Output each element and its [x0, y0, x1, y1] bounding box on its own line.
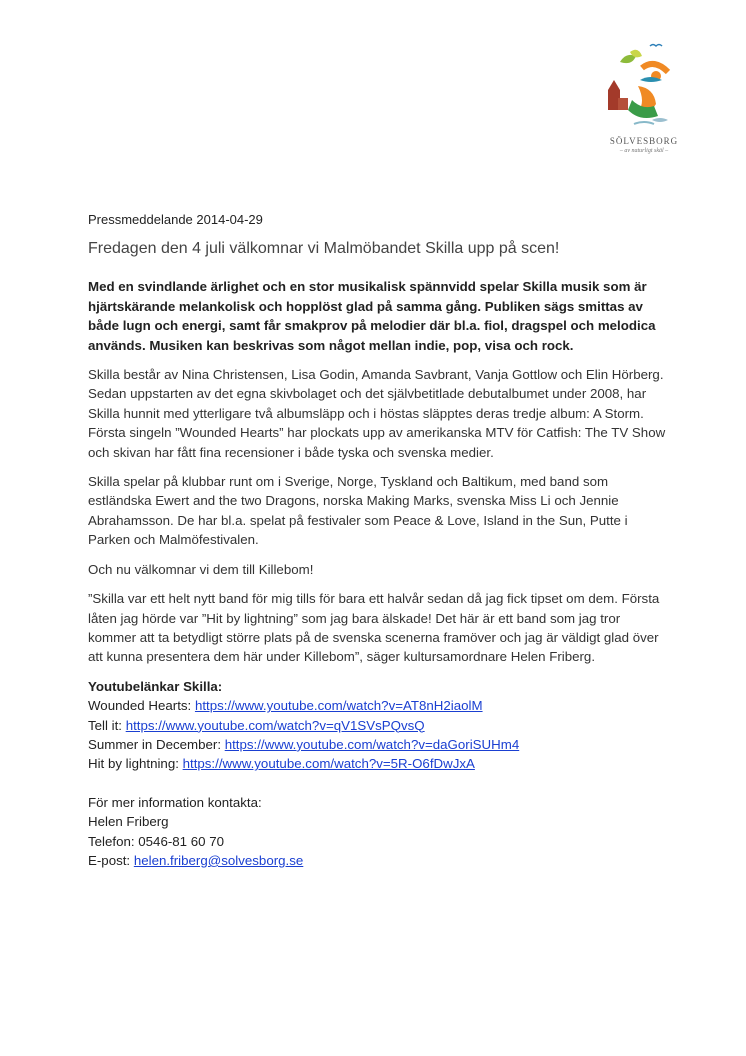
press-release [88, 210, 668, 870]
contact-name: Helen Friberg [88, 814, 169, 830]
press-date: Pressmeddelande 2014-04-29 [88, 212, 263, 227]
contact-email-link[interactable]: helen.friberg@solvesborg.se [133, 852, 304, 868]
contact-section [88, 793, 668, 871]
lead-paragraph: Med en svindlande ärlighet och en stor musikalisk spännvidd spelar Skilla musik som är hjärtskärande melankolisk och hopplöst glad på samma gång. Publiken sägs smittas av både lugn och energi, samt får smakprov på melodier där bl.a. fiol, dragspel och melodica används. Musiken kan beskrivas som något mellan indie, pop, visa och rock. [88, 279, 656, 353]
body-paragraph-touring: Skilla spelar på klubbar runt om i Sverige, Norge, Tyskland och Baltikum, med band som estländska Ewert and the two Dragons, norska Making Marks, svenska Miss Li och Jennie Abrahamsson. De har bl.a. spelat på festivaler som Peace & Love, Island in the Sun, Putte i Parken och Malmöfestivalen. [88, 474, 628, 548]
link-label: Wounded Hearts: [88, 698, 195, 714]
link-label: Tell it: [88, 717, 126, 733]
link-row-tell-it [88, 716, 668, 735]
body-paragraph-members: Skilla består av Nina Christensen, Lisa Godin, Amanda Savbrant, Vanja Gottlow och Elin Hörberg. Sedan uppstarten av det egna skivbolaget och det självbetitlade debutalbumet under 2008, har Skilla hunnit med ytterligare två albumsläpp och i höstas släpptes deras tredje album: A Storm. Första singeln ”Wounded Hearts” har plockats upp av amerikanska MTV för Catfish: The TV Show och skivan har fått fina recensioner i både tyska och svenska medier. [88, 367, 666, 460]
body-paragraph-welcome: Och nu välkomnar vi dem till Killebom! [88, 561, 314, 577]
link-row-wounded-hearts [88, 696, 668, 715]
link-label: Summer in December: [88, 736, 225, 752]
contact-intro: För mer information kontakta: [88, 794, 262, 810]
youtube-link-wounded-hearts[interactable]: https://www.youtube.com/watch?v=AT8nH2iaolM [194, 698, 483, 714]
body-paragraph-quote: ”Skilla var ett helt nytt band för mig tills för bara ett halvår sedan då jag fick tipset om dem. Första låten jag hörde var ”Hit by lightning” som jag bara älskade! Det här är ett band som jag tror kommer att ta betydligt större plats på de svenska scenerna framöver och jag är väldigt glad över att kunna presentera dem här under Killebom”, säger kultursamordnare Helen Friberg. [88, 591, 660, 665]
link-row-summer-in-december [88, 735, 668, 754]
logo-name: SÖLVESBORG [609, 136, 679, 146]
logo-tagline: – av naturligt skäl – [619, 148, 669, 154]
contact-email-row [88, 851, 668, 870]
youtube-link-summer-in-december[interactable]: https://www.youtube.com/watch?v=daGoriSUHm4 [224, 736, 520, 752]
logo-emblem-icon [596, 40, 692, 136]
link-row-hit-by-lightning [88, 754, 668, 773]
headline: Fredagen den 4 juli välkomnar vi Malmöbandet Skilla upp på scen! [88, 240, 560, 258]
contact-phone: Telefon: 0546-81 60 70 [88, 833, 225, 849]
youtube-link-tell-it[interactable]: https://www.youtube.com/watch?v=qV1SVsPQvsQ [125, 717, 425, 733]
email-label: E-post: [88, 852, 134, 868]
links-title: Youtubelänkar Skilla: [88, 678, 223, 694]
youtube-links-section [88, 677, 668, 774]
link-label: Hit by lightning: [88, 756, 183, 772]
youtube-link-hit-by-lightning[interactable]: https://www.youtube.com/watch?v=5R-O6fDwJxA [182, 756, 475, 772]
